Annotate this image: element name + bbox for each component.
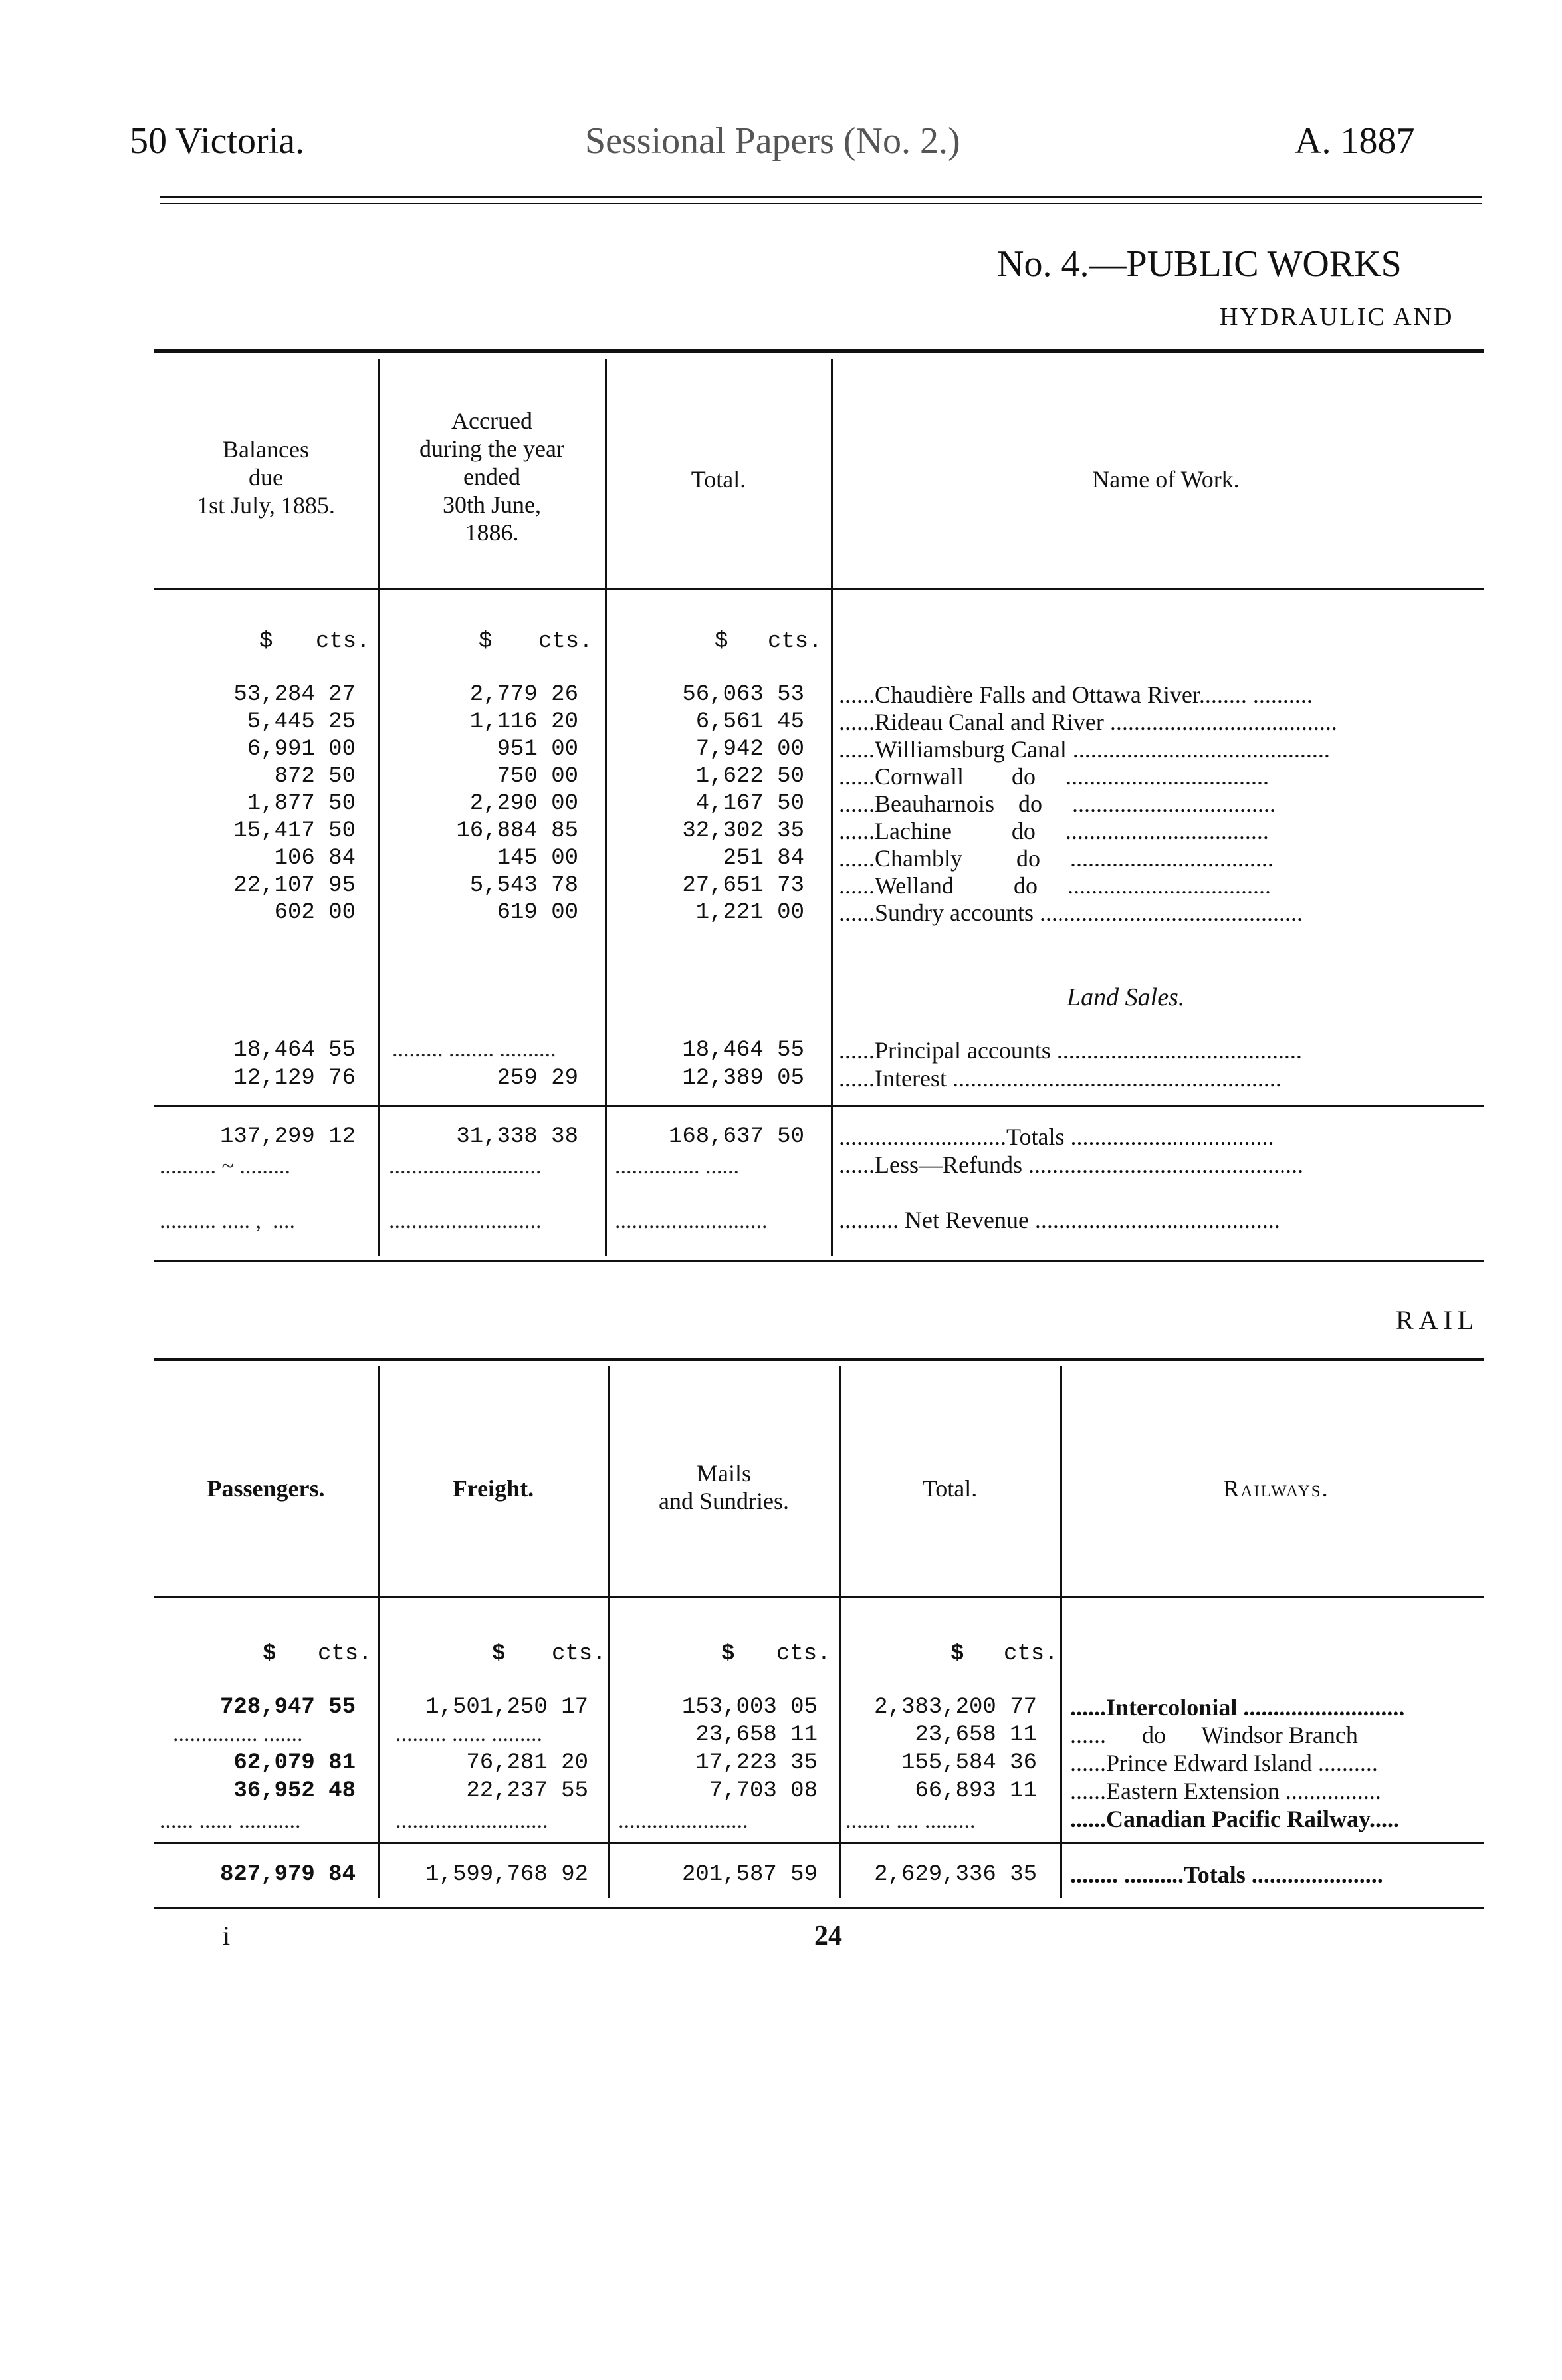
- total-cell: 4,167 50: [695, 791, 804, 816]
- grand-total: 168,637 50: [668, 1124, 804, 1149]
- section-subtitle: HYDRAULIC AND: [1220, 303, 1454, 331]
- total-cell: 66,893 11: [915, 1778, 1037, 1804]
- mails-cell: 17,223 35: [695, 1750, 818, 1776]
- col-header-accrued: Accrued during the year ended 30th June, 1886.: [419, 408, 564, 546]
- balance-cell: 106 84: [274, 846, 356, 871]
- col-header-railways: Railways.: [1223, 1475, 1329, 1502]
- total-cell: 1,221 00: [695, 900, 804, 925]
- accrued-cell: 619 00: [497, 900, 578, 925]
- balance-cell: 602 00: [274, 900, 356, 925]
- accrued-cell: 259 29: [497, 1066, 578, 1091]
- passengers-cell: 36,952 48: [233, 1778, 356, 1804]
- work-name: ......Interest .......................................................: [839, 1065, 1282, 1092]
- rail-bottom-rule: [154, 1907, 1484, 1909]
- dotted-leader: ...........................: [615, 1209, 768, 1233]
- balance-cell: 22,107 95: [233, 873, 356, 898]
- total-cell: 155,584 36: [901, 1750, 1037, 1776]
- rail-header-underline: [154, 1596, 1484, 1598]
- unit-dollar: $: [479, 629, 493, 654]
- unit-cents: cts.: [768, 629, 822, 654]
- balance-cell: 12,129 76: [233, 1066, 356, 1091]
- totals-rule: [154, 1105, 1484, 1107]
- total-cell: 18,464 55: [682, 1038, 804, 1063]
- unit-dollar: $: [263, 1641, 277, 1667]
- dotted-leader: ......... ........ ..........: [392, 1037, 556, 1062]
- work-name: ......Williamsburg Canal ...........................................: [839, 736, 1330, 763]
- col-header-mails: Mails and Sundries.: [659, 1460, 789, 1514]
- unit-cents: cts.: [538, 629, 593, 654]
- dotted-leader: ...........................: [395, 1808, 548, 1833]
- col-divider: [1060, 1366, 1062, 1898]
- land-sales-heading: Land Sales.: [1067, 983, 1185, 1011]
- mails-total: 201,587 59: [681, 1862, 818, 1887]
- table-bottom-rule: [154, 1260, 1484, 1262]
- railway-name: ......Intercolonial ...........................: [1070, 1694, 1405, 1721]
- balance-cell: 6,991 00: [247, 737, 356, 762]
- accrued-cell: 2,290 00: [469, 791, 578, 816]
- passengers-cell: 728,947 55: [219, 1695, 356, 1720]
- balance-cell: 1,877 50: [247, 791, 356, 816]
- freight-cell: 22,237 55: [466, 1778, 588, 1804]
- dotted-leader: .......................: [618, 1808, 748, 1833]
- unit-cents: cts.: [316, 629, 370, 654]
- rail-totals-rule: [154, 1842, 1484, 1844]
- col-divider: [378, 359, 380, 1256]
- accrued-total: 31,338 38: [456, 1124, 578, 1149]
- header-rule-top: [160, 196, 1482, 198]
- section-title: No. 4.—PUBLIC WORKS: [997, 243, 1402, 285]
- totals-label: ............................Totals ..................................: [839, 1124, 1274, 1150]
- unit-cents: cts.: [776, 1641, 831, 1667]
- col-header-passengers: Passengers.: [207, 1475, 325, 1502]
- dotted-leader: .......... ..... , ....: [160, 1209, 295, 1233]
- unit-cents: cts.: [318, 1641, 372, 1667]
- header-rule-bottom: [160, 203, 1482, 204]
- dotted-leader: ............... .......: [173, 1722, 303, 1746]
- col-divider: [378, 1366, 380, 1898]
- unit-cents: cts.: [1004, 1641, 1058, 1667]
- work-name: ......Welland do ..................................: [839, 872, 1272, 899]
- railway-name: ......Eastern Extension ................: [1070, 1778, 1381, 1804]
- total-cell: 32,302 35: [682, 818, 804, 844]
- accrued-cell: 16,884 85: [456, 818, 578, 844]
- total-cell: 56,063 53: [682, 682, 804, 707]
- unit-dollar: $: [950, 1641, 964, 1667]
- total-cell: 12,389 05: [682, 1066, 804, 1091]
- total-cell: 7,942 00: [695, 737, 804, 762]
- dotted-leader: ...... ...... ...........: [160, 1808, 301, 1833]
- rail-top-rule: [154, 1358, 1484, 1361]
- unit-dollar: $: [259, 629, 273, 654]
- balance-cell: 53,284 27: [233, 682, 356, 707]
- accrued-cell: 5,543 78: [469, 873, 578, 898]
- dotted-leader: ...........................: [389, 1154, 542, 1179]
- total-cell: 27,651 73: [682, 873, 804, 898]
- work-name: ......Principal accounts .........................................: [839, 1037, 1302, 1064]
- header-center: Sessional Papers (No. 2.): [585, 120, 960, 162]
- accrued-cell: 145 00: [497, 846, 578, 871]
- totals-label: ........ ..........Totals ......................: [1070, 1861, 1383, 1888]
- mails-cell: 23,658 11: [695, 1723, 818, 1748]
- dotted-leader: .......... ~ .........: [160, 1154, 290, 1179]
- work-name: ......Chambly do ..................................: [839, 845, 1274, 872]
- unit-dollar: $: [721, 1641, 735, 1667]
- less-refunds-label: ......Less—Refunds ..............................................: [839, 1151, 1303, 1178]
- col-divider: [608, 1366, 610, 1898]
- balance-cell: 872 50: [274, 764, 356, 789]
- passengers-cell: 62,079 81: [233, 1750, 356, 1776]
- work-name: ......Chaudière Falls and Ottawa River........ ..........: [839, 681, 1313, 708]
- work-name: ......Beauharnois do ..................................: [839, 790, 1276, 817]
- total-cell: 2,383,200 77: [874, 1695, 1037, 1720]
- col-divider: [831, 359, 833, 1256]
- railway-name: ......Canadian Pacific Railway.....: [1070, 1806, 1400, 1832]
- col-header-balances: Balances due 1st July, 1885.: [197, 436, 335, 519]
- total-cell: 23,658 11: [915, 1723, 1037, 1748]
- freight-total: 1,599,768 92: [425, 1862, 588, 1887]
- railway-name: ...... do Windsor Branch: [1070, 1722, 1358, 1748]
- railway-name: ......Prince Edward Island ..........: [1070, 1750, 1378, 1776]
- accrued-cell: 1,116 20: [469, 709, 578, 735]
- net-revenue-label: .......... Net Revenue .........................................: [839, 1207, 1280, 1233]
- unit-cents: cts.: [552, 1641, 606, 1667]
- work-name: ......Rideau Canal and River ......................................: [839, 709, 1337, 735]
- total-cell: 6,561 45: [695, 709, 804, 735]
- passengers-total: 827,979 84: [219, 1862, 356, 1887]
- total-cell: 1,622 50: [695, 764, 804, 789]
- col-header-name: Name of Work.: [1092, 466, 1240, 493]
- mails-cell: 7,703 08: [709, 1778, 818, 1804]
- footer-signature-mark: i: [223, 1921, 231, 1951]
- balance-cell: 5,445 25: [247, 709, 356, 735]
- total-cell: 251 84: [723, 846, 804, 871]
- accrued-cell: 951 00: [497, 737, 578, 762]
- dotted-leader: ............... ......: [615, 1154, 739, 1179]
- work-name: ......Sundry accounts ............................................: [839, 899, 1303, 926]
- header-left: 50 Victoria.: [130, 120, 305, 162]
- work-name: ......Lachine do ..................................: [839, 818, 1269, 844]
- freight-cell: 1,501,250 17: [425, 1695, 588, 1720]
- dotted-leader: ........ .... .........: [845, 1808, 976, 1833]
- table-top-rule: [154, 349, 1484, 353]
- accrued-cell: 2,779 26: [469, 682, 578, 707]
- balance-cell: 15,417 50: [233, 818, 356, 844]
- page-number: 24: [814, 1921, 842, 1951]
- grand-total: 2,629,336 35: [874, 1862, 1037, 1887]
- accrued-cell: 750 00: [497, 764, 578, 789]
- col-header-freight: Freight.: [452, 1475, 534, 1502]
- dotted-leader: ...........................: [389, 1209, 542, 1233]
- dotted-leader: ......... ...... .........: [395, 1722, 542, 1746]
- unit-dollar: $: [715, 629, 728, 654]
- work-name: ......Cornwall do ..................................: [839, 763, 1269, 790]
- balance-total: 137,299 12: [219, 1124, 356, 1149]
- freight-cell: 76,281 20: [466, 1750, 588, 1776]
- header-right: A. 1887: [1295, 120, 1415, 162]
- balance-cell: 18,464 55: [233, 1038, 356, 1063]
- col-divider: [605, 359, 607, 1256]
- col-divider: [839, 1366, 841, 1898]
- rail-heading: RAIL: [1396, 1305, 1480, 1335]
- unit-dollar: $: [492, 1641, 506, 1667]
- mails-cell: 153,003 05: [681, 1695, 818, 1720]
- col-header-total: Total.: [691, 466, 746, 493]
- header-underline: [154, 588, 1484, 590]
- col-header-total: Total.: [922, 1475, 978, 1502]
